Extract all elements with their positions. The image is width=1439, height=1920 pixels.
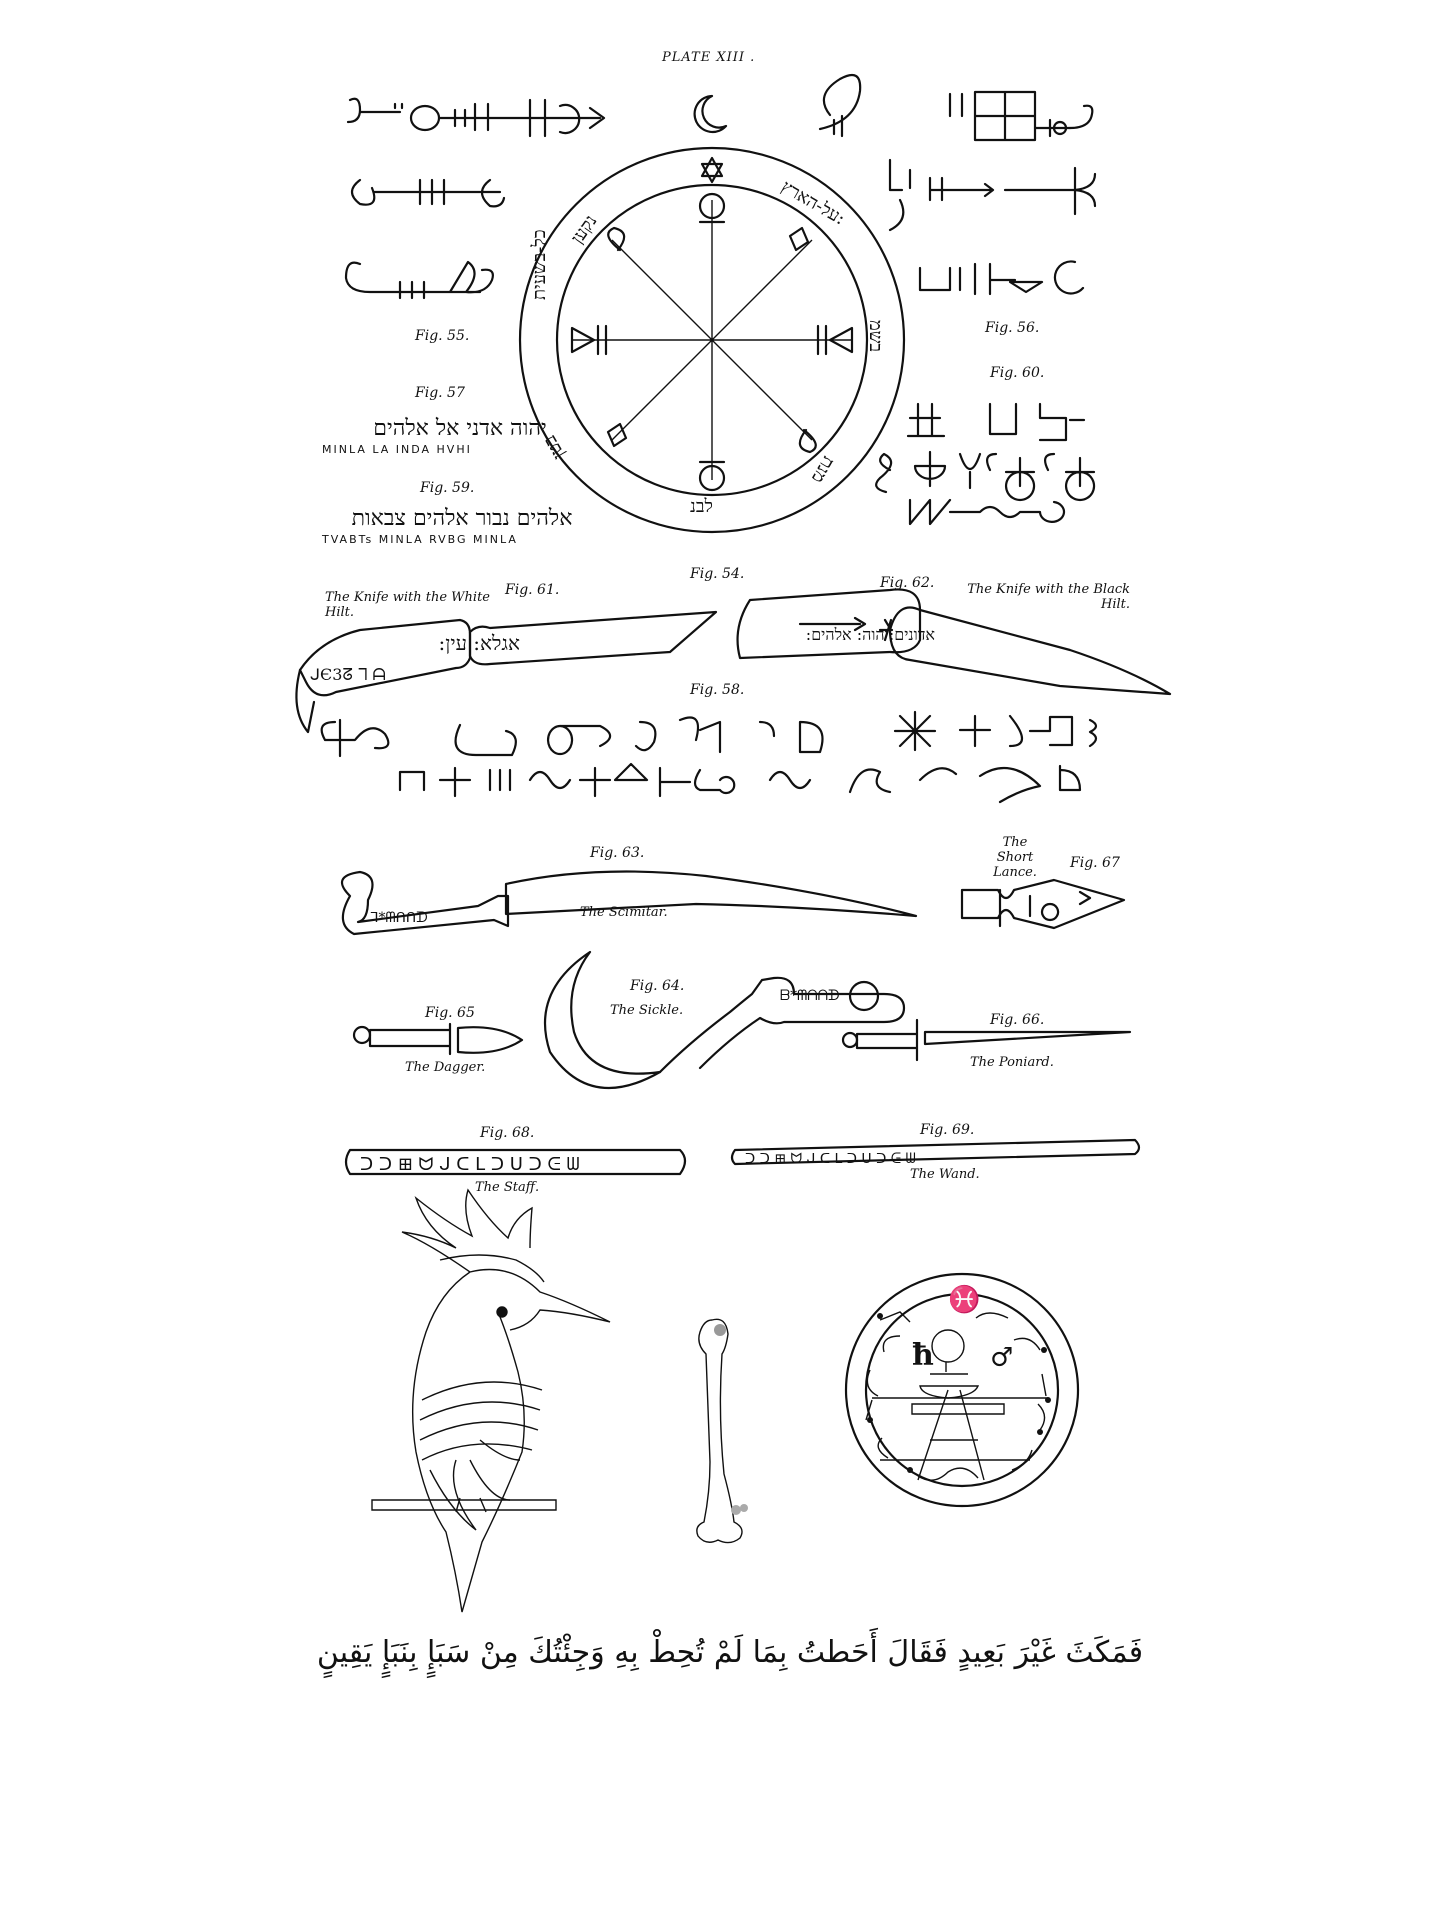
fig-56-label: Fig. 56. (985, 320, 1040, 336)
fig-68-label: Fig. 68. (480, 1125, 535, 1141)
fig-59-hebrew: אלהים נבור אלהים צבאות (351, 506, 573, 531)
fig-59-label: Fig. 59. (420, 480, 475, 496)
svg-text:מנת: מנת (806, 452, 839, 487)
svg-text:ᑐ ᑐ ⊞ ᗢ ᒍ ᑕ ᒪ ᑐ ᑌ ᑐ ᕮ ᗯ: ᑐ ᑐ ⊞ ᗢ ᒍ ᑕ ᒪ ᑐ ᑌ ᑐ ᕮ ᗯ (745, 1151, 916, 1167)
svg-text:אגלא: עין:: אגלא: עין: (438, 631, 520, 655)
knife-black-caption: The Knife with the Black Hilt. (967, 582, 1130, 612)
svg-text:ᑐ ᑐ ⊞ ᗢ ᒍ ᑕ ᒪ ᑐ ᑌ ᑐ ᕮ ᗯ: ᑐ ᑐ ⊞ ᗢ ᒍ ᑕ ᒪ ᑐ ᑌ ᑐ ᕮ ᗯ (360, 1154, 580, 1175)
fig-54-label: Fig. 54. (690, 566, 745, 582)
svg-text:נקען: נקען (566, 211, 602, 248)
svg-text:בטן: בטן (539, 431, 570, 463)
fig-55-label: Fig. 55. (415, 328, 470, 344)
fig-65-label: Fig. 65 (425, 1005, 475, 1021)
svg-text:♂: ♂ (990, 1343, 1014, 1373)
fig-67-label: Fig. 67 (1070, 855, 1120, 871)
fig-57-hebrew: יהוה אדני אל אלהים (373, 416, 547, 441)
fig-57-latin: MINLA LA INDA HVHI (322, 443, 472, 456)
svg-text:ᗷ*ᗰᑎᑎᗪ: ᗷ*ᗰᑎᑎᗪ (780, 988, 840, 1004)
fig-66-label: Fig. 66. (990, 1012, 1045, 1028)
scimitar-caption: The Scimitar. (580, 905, 668, 920)
fig-59-latin: TVABTs MINLA RVBG MINLA (322, 533, 518, 546)
poniard-caption: The Poniard. (970, 1055, 1054, 1070)
svg-text:בשמ: בשמ (865, 320, 886, 353)
svg-text:אדונים:יהוה: אלהים:: אדונים:יהוה: אלהים: (805, 625, 935, 644)
plate-title: PLATE XIII . (662, 50, 756, 65)
fig-62-label: Fig. 62. (880, 575, 935, 591)
fig-57-label: Fig. 57 (415, 385, 465, 401)
staff-caption: The Staff. (475, 1180, 540, 1195)
fig-58-label: Fig. 58. (690, 682, 745, 698)
svg-text:♓: ♓ (948, 1285, 981, 1315)
svg-text:ħ: ħ (912, 1338, 934, 1373)
svg-text:ᒣ*ᗰᑎᑎᗪ: ᒣ*ᗰᑎᑎᗪ (370, 910, 428, 926)
fig-60-label: Fig. 60. (990, 365, 1045, 381)
knife-white-caption: The Knife with the White Hilt. (325, 590, 490, 620)
svg-text:על-הארץ:: על-הארץ: (777, 176, 849, 230)
short-lance-caption: The Short Lance. (993, 835, 1037, 880)
svg-text:ᒍЄ3ᘔ ᒣ ᗩ: ᒍЄ3ᘔ ᒣ ᗩ (310, 665, 386, 684)
svg-text:כל-בשעית: כל-בשעית (529, 229, 550, 300)
quran-verse: فَمَكَثَ غَيْرَ بَعِيدٍ فَقَالَ أَحَطتُ بِمَا لَمْ تُحِطْ بِهِ وَجِئْتُكَ مِنْ سَبَإٍ بِنَبَإٍ يَقِينٍ (316, 1635, 1144, 1670)
fig-69-label: Fig. 69. (920, 1122, 975, 1138)
fig-61-label: Fig. 61. (505, 582, 560, 598)
sickle-caption: The Sickle. (610, 1003, 684, 1018)
fig-63-label: Fig. 63. (590, 845, 645, 861)
svg-text:לבנ: לבנ (690, 496, 713, 517)
fig-64-label: Fig. 64. (630, 978, 685, 994)
wand-caption: The Wand. (910, 1167, 980, 1182)
dagger-caption: The Dagger. (405, 1060, 486, 1075)
